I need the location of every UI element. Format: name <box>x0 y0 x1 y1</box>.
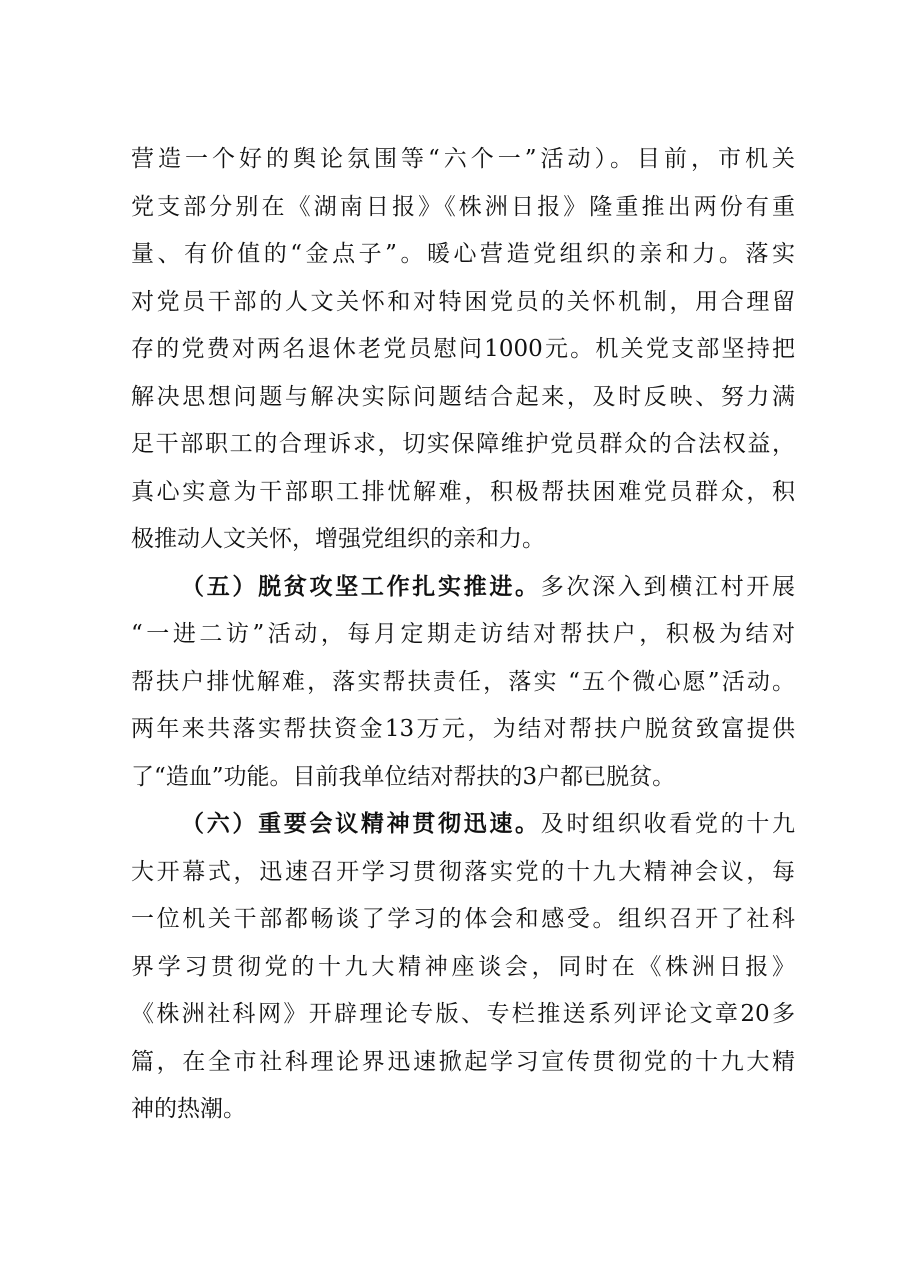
para1-line-9: 极推动人文关怀，增强党组织的亲和力。 <box>131 526 545 552</box>
para3-line-1 <box>131 801 795 849</box>
para2-line-5: 了“造血”功能。目前我单位结对帮扶的3户都已脱贫。 <box>131 763 676 790</box>
para2-heading: （五）脱贫攻坚工作扎实推进。 <box>181 573 541 600</box>
para1-line-6: 解决思想问题与解决实际问题结合起来，及时反映、努力满 <box>131 383 795 410</box>
para2-line-3: 帮扶户排忧解难，落实帮扶责任，落实 “五个微心愿”活动。 <box>131 668 795 695</box>
para1-line-8: 真心实意为干部职工排忧解难，积极帮扶困难党员群众，积 <box>131 478 795 505</box>
para1-line-5: 存的党费对两名退休老党员慰问1000元。机关党支部坚持把 <box>131 336 795 362</box>
para3-line-5: 《株洲社科网》开辟理论专版、专栏推送系列评论文章20多 <box>131 1001 795 1027</box>
para3-line-2: 大开幕式，迅速召开学习贯彻落实党的十九大精神会议，每 <box>131 858 795 885</box>
para3-heading: （六）重要会议精神贯彻迅速。 <box>181 811 541 837</box>
para1-line-4: 对党员干部的人文关怀和对特困党员的关怀机制，用合理留 <box>131 288 795 315</box>
para3-line-4: 界学习贯彻党的十九大精神座谈会，同时在《株洲日报》 <box>131 953 795 980</box>
para2-line-2: “一进二访”活动，每月定期走访结对帮扶户，积极为结对 <box>131 621 795 647</box>
para3-line-6: 篇，在全市社科理论界迅速掀起学习宣传贯彻党的十九大精 <box>131 1048 795 1075</box>
para2-line-4: 两年来共落实帮扶资金13万元，为结对帮扶户脱贫致富提供 <box>131 716 795 742</box>
para3-first-rest: 及时组织收看党的十九 <box>540 811 796 837</box>
document-body <box>131 136 795 1134</box>
para3-line-3: 一位机关干部都畅谈了学习的体会和感受。组织召开了社科 <box>131 906 795 932</box>
para2-first-rest: 多次深入到横江村开展 <box>540 573 796 600</box>
para3-line-7: 神的热潮。 <box>131 1096 246 1122</box>
para1-line-3: 量、有价值的“金点子”。暖心营造党组织的亲和力。落实 <box>131 241 795 267</box>
para1-line-2: 党支部分别在《湖南日报》《株洲日报》隆重推出两份有重 <box>131 193 795 220</box>
para1-line-7: 足干部职工的合理诉求，切实保障维护党员群众的合法权益， <box>131 431 795 457</box>
para1-line-1: 营造一个好的舆论氛围等“六个一”活动）。目前，市机关 <box>131 146 795 172</box>
para2-line-1 <box>131 564 795 612</box>
